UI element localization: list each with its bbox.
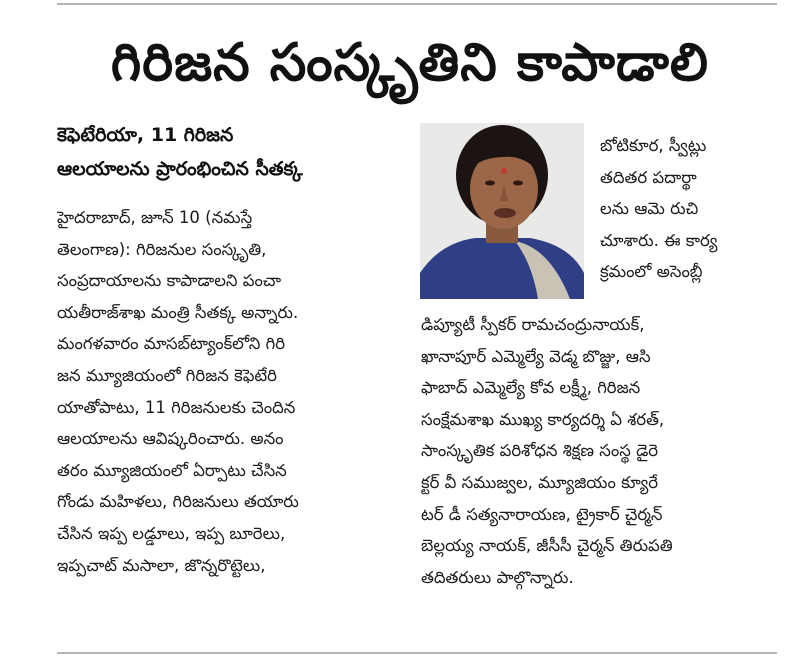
body-text-line: తదితర పదార్థా xyxy=(600,167,697,187)
article-column-right xyxy=(421,309,781,593)
subheadline-line: కెఫెటేరియా, 11 గిరిజన xyxy=(57,124,234,146)
article-column-right-top xyxy=(600,130,780,288)
body-text-line: మంగళవారం మాసబ్‌ట్యాంక్‌లోని గిరి xyxy=(57,334,285,354)
body-text-line: యతీరాజ్‌శాఖ మంత్రి సీతక్క అన్నారు. xyxy=(57,302,299,322)
article-column-left xyxy=(57,202,393,581)
body-text-line: యాతోపాటు, 11 గిరిజనులకు చెందిన xyxy=(57,397,296,417)
body-text-line: ఆలయాలను ఆవిష్కరించారు. అనం xyxy=(57,429,284,449)
body-text-line: లను ఆమె రుచి xyxy=(600,199,699,219)
body-text-line: సంక్షేమశాఖ ముఖ్య కార్యదర్శి ఏ శరత్, xyxy=(421,409,665,429)
bottom-divider xyxy=(57,652,777,654)
body-text-line: సాంస్కృతిక పరిశోధన శిక్షణ సంస్థ డైరె xyxy=(421,441,659,461)
body-text-line: టర్ డీ సత్యనారాయణ, ట్రైకార్ చైర్మన్ xyxy=(421,504,663,524)
body-text-line: ఇప్పచాట్ మసాలా, జొన్నరొట్టెలు, xyxy=(57,555,266,575)
body-text-line: జన మ్యూజియంలో గిరిజన కెఫెటేరి xyxy=(57,365,277,385)
body-text-line: ఖానాపూర్ ఎమ్మెల్యే వెడ్మ బొజ్జు, ఆసి xyxy=(421,346,651,366)
body-text-line: క్రమంలో అసెంబ్లీ xyxy=(600,262,703,282)
body-text-line: చేసిన ఇప్ప లడ్డూలు, ఇప్ప బూరెలు, xyxy=(57,523,286,543)
body-text-line: గోండు మహిళలు, గిరిజనులు తయారు xyxy=(57,492,299,512)
body-text-line: ఫాబాద్ ఎమ్మెల్యే కోవ లక్ష్మీ, గిరిజన xyxy=(421,378,641,398)
body-text-line: తదితరులు పాల్గొన్నారు. xyxy=(421,567,574,587)
top-divider xyxy=(57,3,777,5)
portrait-photo xyxy=(420,123,584,299)
headline: గిరిజన సంస్కృతిని కాపాడాలి xyxy=(110,33,710,93)
body-text-line: హైదరాబాద్, జూన్ 10 (నమస్తే xyxy=(57,208,253,227)
body-text-line: బెల్లయ్య నాయక్, జీసీసీ చైర్మన్ తిరుపతి xyxy=(421,536,673,556)
body-text-line: తరం మ్యూజియంలో ఏర్పాటు చేసిన xyxy=(57,460,287,480)
body-text-line: సంప్రదాయాలను కాపాడాలని పంచా xyxy=(57,271,282,291)
body-text-line: డిప్యూటీ స్పీకర్ రామచంద్రునాయక్, xyxy=(421,315,645,334)
portrait-photo-icon xyxy=(420,123,584,299)
subheadline-line: ఆలయాలను ప్రారంభించిన సీతక్క xyxy=(57,158,303,180)
body-text-line: క్టర్ వీ సముజ్వల, మ్యూజియం క్యూరే xyxy=(421,472,659,492)
body-text-line: చూశారు. ఈ కార్య xyxy=(600,230,718,250)
subheadline xyxy=(57,118,417,186)
body-text-line: బోటికూర, స్వీట్లు xyxy=(600,136,707,155)
body-text-line: తెలంగాణ): గిరిజనుల సంస్కృతి, xyxy=(57,239,267,259)
